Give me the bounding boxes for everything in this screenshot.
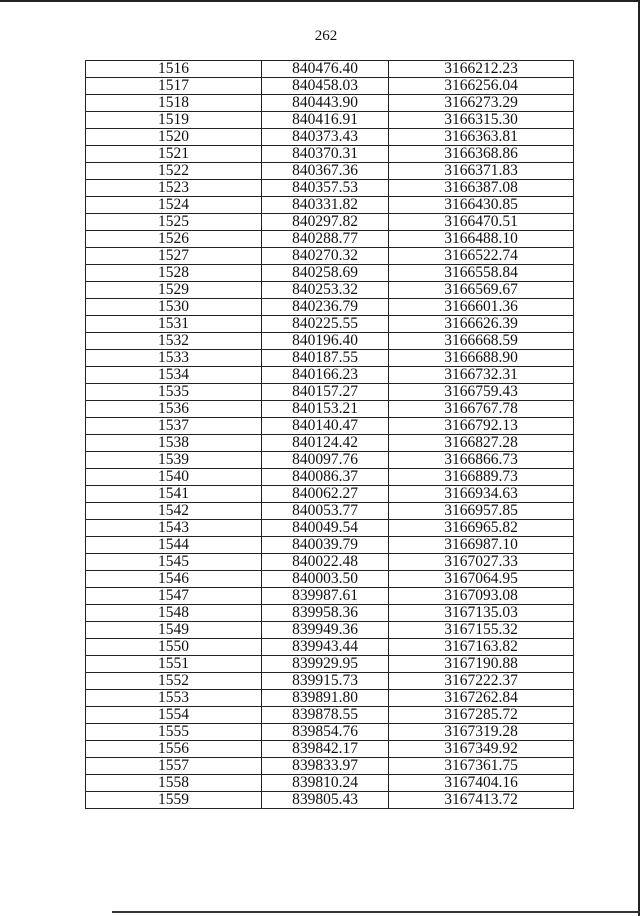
point-id-cell: 1541 — [86, 486, 262, 503]
table-row — [86, 61, 574, 78]
x-coordinate-cell: 840003.50 — [262, 571, 389, 588]
y-coordinate-cell: 3166315.30 — [389, 112, 574, 129]
x-coordinate-cell: 839854.76 — [262, 724, 389, 741]
x-coordinate-cell: 839891.80 — [262, 690, 389, 707]
page-number: 262 — [314, 28, 338, 44]
table-row — [86, 384, 574, 401]
y-coordinate-cell: 3166558.84 — [389, 265, 574, 282]
point-id-cell: 1525 — [86, 214, 262, 231]
table-row — [86, 282, 574, 299]
table-row — [86, 673, 574, 690]
y-coordinate-cell: 3167361.75 — [389, 758, 574, 775]
point-id-cell: 1518 — [86, 95, 262, 112]
y-coordinate-cell: 3167163.82 — [389, 639, 574, 656]
table-row — [86, 486, 574, 503]
y-coordinate-cell: 3166470.51 — [389, 214, 574, 231]
point-id-cell: 1524 — [86, 197, 262, 214]
y-coordinate-cell: 3167262.84 — [389, 690, 574, 707]
table-row — [86, 656, 574, 673]
point-id-cell: 1538 — [86, 435, 262, 452]
point-id-cell: 1548 — [86, 605, 262, 622]
y-coordinate-cell: 3166387.08 — [389, 180, 574, 197]
x-coordinate-cell: 839929.95 — [262, 656, 389, 673]
table-row — [86, 129, 574, 146]
table-row — [86, 112, 574, 129]
y-coordinate-cell: 3166212.23 — [389, 61, 574, 78]
point-id-cell: 1531 — [86, 316, 262, 333]
y-coordinate-cell: 3167190.88 — [389, 656, 574, 673]
table-row — [86, 299, 574, 316]
y-coordinate-cell: 3166792.13 — [389, 418, 574, 435]
y-coordinate-cell: 3166934.63 — [389, 486, 574, 503]
y-coordinate-cell: 3166626.39 — [389, 316, 574, 333]
coordinate-table-body — [86, 61, 574, 809]
table-row — [86, 622, 574, 639]
point-id-cell: 1535 — [86, 384, 262, 401]
table-row — [86, 146, 574, 163]
table-row — [86, 588, 574, 605]
y-coordinate-cell: 3166866.73 — [389, 452, 574, 469]
x-coordinate-cell: 839805.43 — [262, 792, 389, 809]
y-coordinate-cell: 3167135.03 — [389, 605, 574, 622]
y-coordinate-cell: 3166688.90 — [389, 350, 574, 367]
table-row — [86, 78, 574, 95]
y-coordinate-cell: 3166430.85 — [389, 197, 574, 214]
x-coordinate-cell: 840357.53 — [262, 180, 389, 197]
point-id-cell: 1550 — [86, 639, 262, 656]
x-coordinate-cell: 840053.77 — [262, 503, 389, 520]
point-id-cell: 1526 — [86, 231, 262, 248]
table-row — [86, 231, 574, 248]
point-id-cell: 1555 — [86, 724, 262, 741]
table-row — [86, 537, 574, 554]
table-row — [86, 503, 574, 520]
table-row — [86, 741, 574, 758]
table-row — [86, 265, 574, 282]
x-coordinate-cell: 840086.37 — [262, 469, 389, 486]
table-row — [86, 690, 574, 707]
point-id-cell: 1543 — [86, 520, 262, 537]
x-coordinate-cell: 840258.69 — [262, 265, 389, 282]
point-id-cell: 1519 — [86, 112, 262, 129]
y-coordinate-cell: 3167285.72 — [389, 707, 574, 724]
y-coordinate-cell: 3167222.37 — [389, 673, 574, 690]
x-coordinate-cell: 840253.32 — [262, 282, 389, 299]
table-row — [86, 163, 574, 180]
point-id-cell: 1542 — [86, 503, 262, 520]
bottom-rule — [112, 911, 640, 913]
point-id-cell: 1537 — [86, 418, 262, 435]
table-row — [86, 197, 574, 214]
y-coordinate-cell: 3166256.04 — [389, 78, 574, 95]
y-coordinate-cell: 3167349.92 — [389, 741, 574, 758]
x-coordinate-cell: 840187.55 — [262, 350, 389, 367]
y-coordinate-cell: 3166569.67 — [389, 282, 574, 299]
table-row — [86, 605, 574, 622]
point-id-cell: 1522 — [86, 163, 262, 180]
x-coordinate-cell: 840443.90 — [262, 95, 389, 112]
x-coordinate-cell: 840331.82 — [262, 197, 389, 214]
y-coordinate-cell: 3166767.78 — [389, 401, 574, 418]
table-row — [86, 792, 574, 809]
x-coordinate-cell: 839833.97 — [262, 758, 389, 775]
table-row — [86, 401, 574, 418]
y-coordinate-cell: 3166273.29 — [389, 95, 574, 112]
point-id-cell: 1527 — [86, 248, 262, 265]
table-row — [86, 350, 574, 367]
x-coordinate-cell: 839878.55 — [262, 707, 389, 724]
point-id-cell: 1533 — [86, 350, 262, 367]
y-coordinate-cell: 3167404.16 — [389, 775, 574, 792]
table-row — [86, 758, 574, 775]
x-coordinate-cell: 840225.55 — [262, 316, 389, 333]
point-id-cell: 1529 — [86, 282, 262, 299]
x-coordinate-cell: 840416.91 — [262, 112, 389, 129]
x-coordinate-cell: 840196.40 — [262, 333, 389, 350]
table-row — [86, 333, 574, 350]
x-coordinate-cell: 839810.24 — [262, 775, 389, 792]
page-border-top — [0, 0, 640, 2]
point-id-cell: 1547 — [86, 588, 262, 605]
x-coordinate-cell: 839943.44 — [262, 639, 389, 656]
y-coordinate-cell: 3166827.28 — [389, 435, 574, 452]
y-coordinate-cell: 3166488.10 — [389, 231, 574, 248]
table-row — [86, 248, 574, 265]
table-row — [86, 95, 574, 112]
y-coordinate-cell: 3166371.83 — [389, 163, 574, 180]
table-row — [86, 469, 574, 486]
point-id-cell: 1532 — [86, 333, 262, 350]
x-coordinate-cell: 840367.36 — [262, 163, 389, 180]
table-row — [86, 367, 574, 384]
table-row — [86, 775, 574, 792]
y-coordinate-cell: 3166957.85 — [389, 503, 574, 520]
x-coordinate-cell: 840166.23 — [262, 367, 389, 384]
table-row — [86, 316, 574, 333]
point-id-cell: 1554 — [86, 707, 262, 724]
x-coordinate-cell: 840297.82 — [262, 214, 389, 231]
point-id-cell: 1553 — [86, 690, 262, 707]
x-coordinate-cell: 840039.79 — [262, 537, 389, 554]
x-coordinate-cell: 840157.27 — [262, 384, 389, 401]
y-coordinate-cell: 3166889.73 — [389, 469, 574, 486]
x-coordinate-cell: 840062.27 — [262, 486, 389, 503]
x-coordinate-cell: 840270.32 — [262, 248, 389, 265]
y-coordinate-cell: 3167319.28 — [389, 724, 574, 741]
table-row — [86, 214, 574, 231]
point-id-cell: 1544 — [86, 537, 262, 554]
x-coordinate-cell: 839958.36 — [262, 605, 389, 622]
x-coordinate-cell: 840097.76 — [262, 452, 389, 469]
y-coordinate-cell: 3167064.95 — [389, 571, 574, 588]
y-coordinate-cell: 3167093.08 — [389, 588, 574, 605]
point-id-cell: 1545 — [86, 554, 262, 571]
x-coordinate-cell: 840458.03 — [262, 78, 389, 95]
y-coordinate-cell: 3166522.74 — [389, 248, 574, 265]
y-coordinate-cell: 3166732.31 — [389, 367, 574, 384]
y-coordinate-cell: 3167413.72 — [389, 792, 574, 809]
x-coordinate-cell: 840288.77 — [262, 231, 389, 248]
point-id-cell: 1549 — [86, 622, 262, 639]
table-row — [86, 452, 574, 469]
x-coordinate-cell: 839842.17 — [262, 741, 389, 758]
y-coordinate-cell: 3167155.32 — [389, 622, 574, 639]
y-coordinate-cell: 3166601.36 — [389, 299, 574, 316]
point-id-cell: 1559 — [86, 792, 262, 809]
x-coordinate-cell: 840236.79 — [262, 299, 389, 316]
x-coordinate-cell: 840153.21 — [262, 401, 389, 418]
x-coordinate-cell: 840140.47 — [262, 418, 389, 435]
point-id-cell: 1557 — [86, 758, 262, 775]
point-id-cell: 1528 — [86, 265, 262, 282]
y-coordinate-cell: 3166363.81 — [389, 129, 574, 146]
point-id-cell: 1540 — [86, 469, 262, 486]
point-id-cell: 1536 — [86, 401, 262, 418]
y-coordinate-cell: 3166759.43 — [389, 384, 574, 401]
x-coordinate-cell: 840373.43 — [262, 129, 389, 146]
y-coordinate-cell: 3167027.33 — [389, 554, 574, 571]
table-row — [86, 435, 574, 452]
table-row — [86, 520, 574, 537]
x-coordinate-cell: 840476.40 — [262, 61, 389, 78]
x-coordinate-cell: 840049.54 — [262, 520, 389, 537]
x-coordinate-cell: 839987.61 — [262, 588, 389, 605]
table-row — [86, 571, 574, 588]
y-coordinate-cell: 3166668.59 — [389, 333, 574, 350]
x-coordinate-cell: 839949.36 — [262, 622, 389, 639]
x-coordinate-cell: 840370.31 — [262, 146, 389, 163]
table-row — [86, 418, 574, 435]
table-row — [86, 639, 574, 656]
point-id-cell: 1558 — [86, 775, 262, 792]
point-id-cell: 1546 — [86, 571, 262, 588]
point-id-cell: 1551 — [86, 656, 262, 673]
x-coordinate-cell: 840022.48 — [262, 554, 389, 571]
table-row — [86, 707, 574, 724]
point-id-cell: 1530 — [86, 299, 262, 316]
point-id-cell: 1539 — [86, 452, 262, 469]
table-row — [86, 180, 574, 197]
point-id-cell: 1534 — [86, 367, 262, 384]
point-id-cell: 1552 — [86, 673, 262, 690]
x-coordinate-cell: 840124.42 — [262, 435, 389, 452]
y-coordinate-cell: 3166965.82 — [389, 520, 574, 537]
coordinate-table — [85, 60, 574, 809]
table-row — [86, 724, 574, 741]
point-id-cell: 1523 — [86, 180, 262, 197]
point-id-cell: 1516 — [86, 61, 262, 78]
point-id-cell: 1520 — [86, 129, 262, 146]
point-id-cell: 1517 — [86, 78, 262, 95]
table-row — [86, 554, 574, 571]
y-coordinate-cell: 3166987.10 — [389, 537, 574, 554]
x-coordinate-cell: 839915.73 — [262, 673, 389, 690]
point-id-cell: 1556 — [86, 741, 262, 758]
y-coordinate-cell: 3166368.86 — [389, 146, 574, 163]
point-id-cell: 1521 — [86, 146, 262, 163]
